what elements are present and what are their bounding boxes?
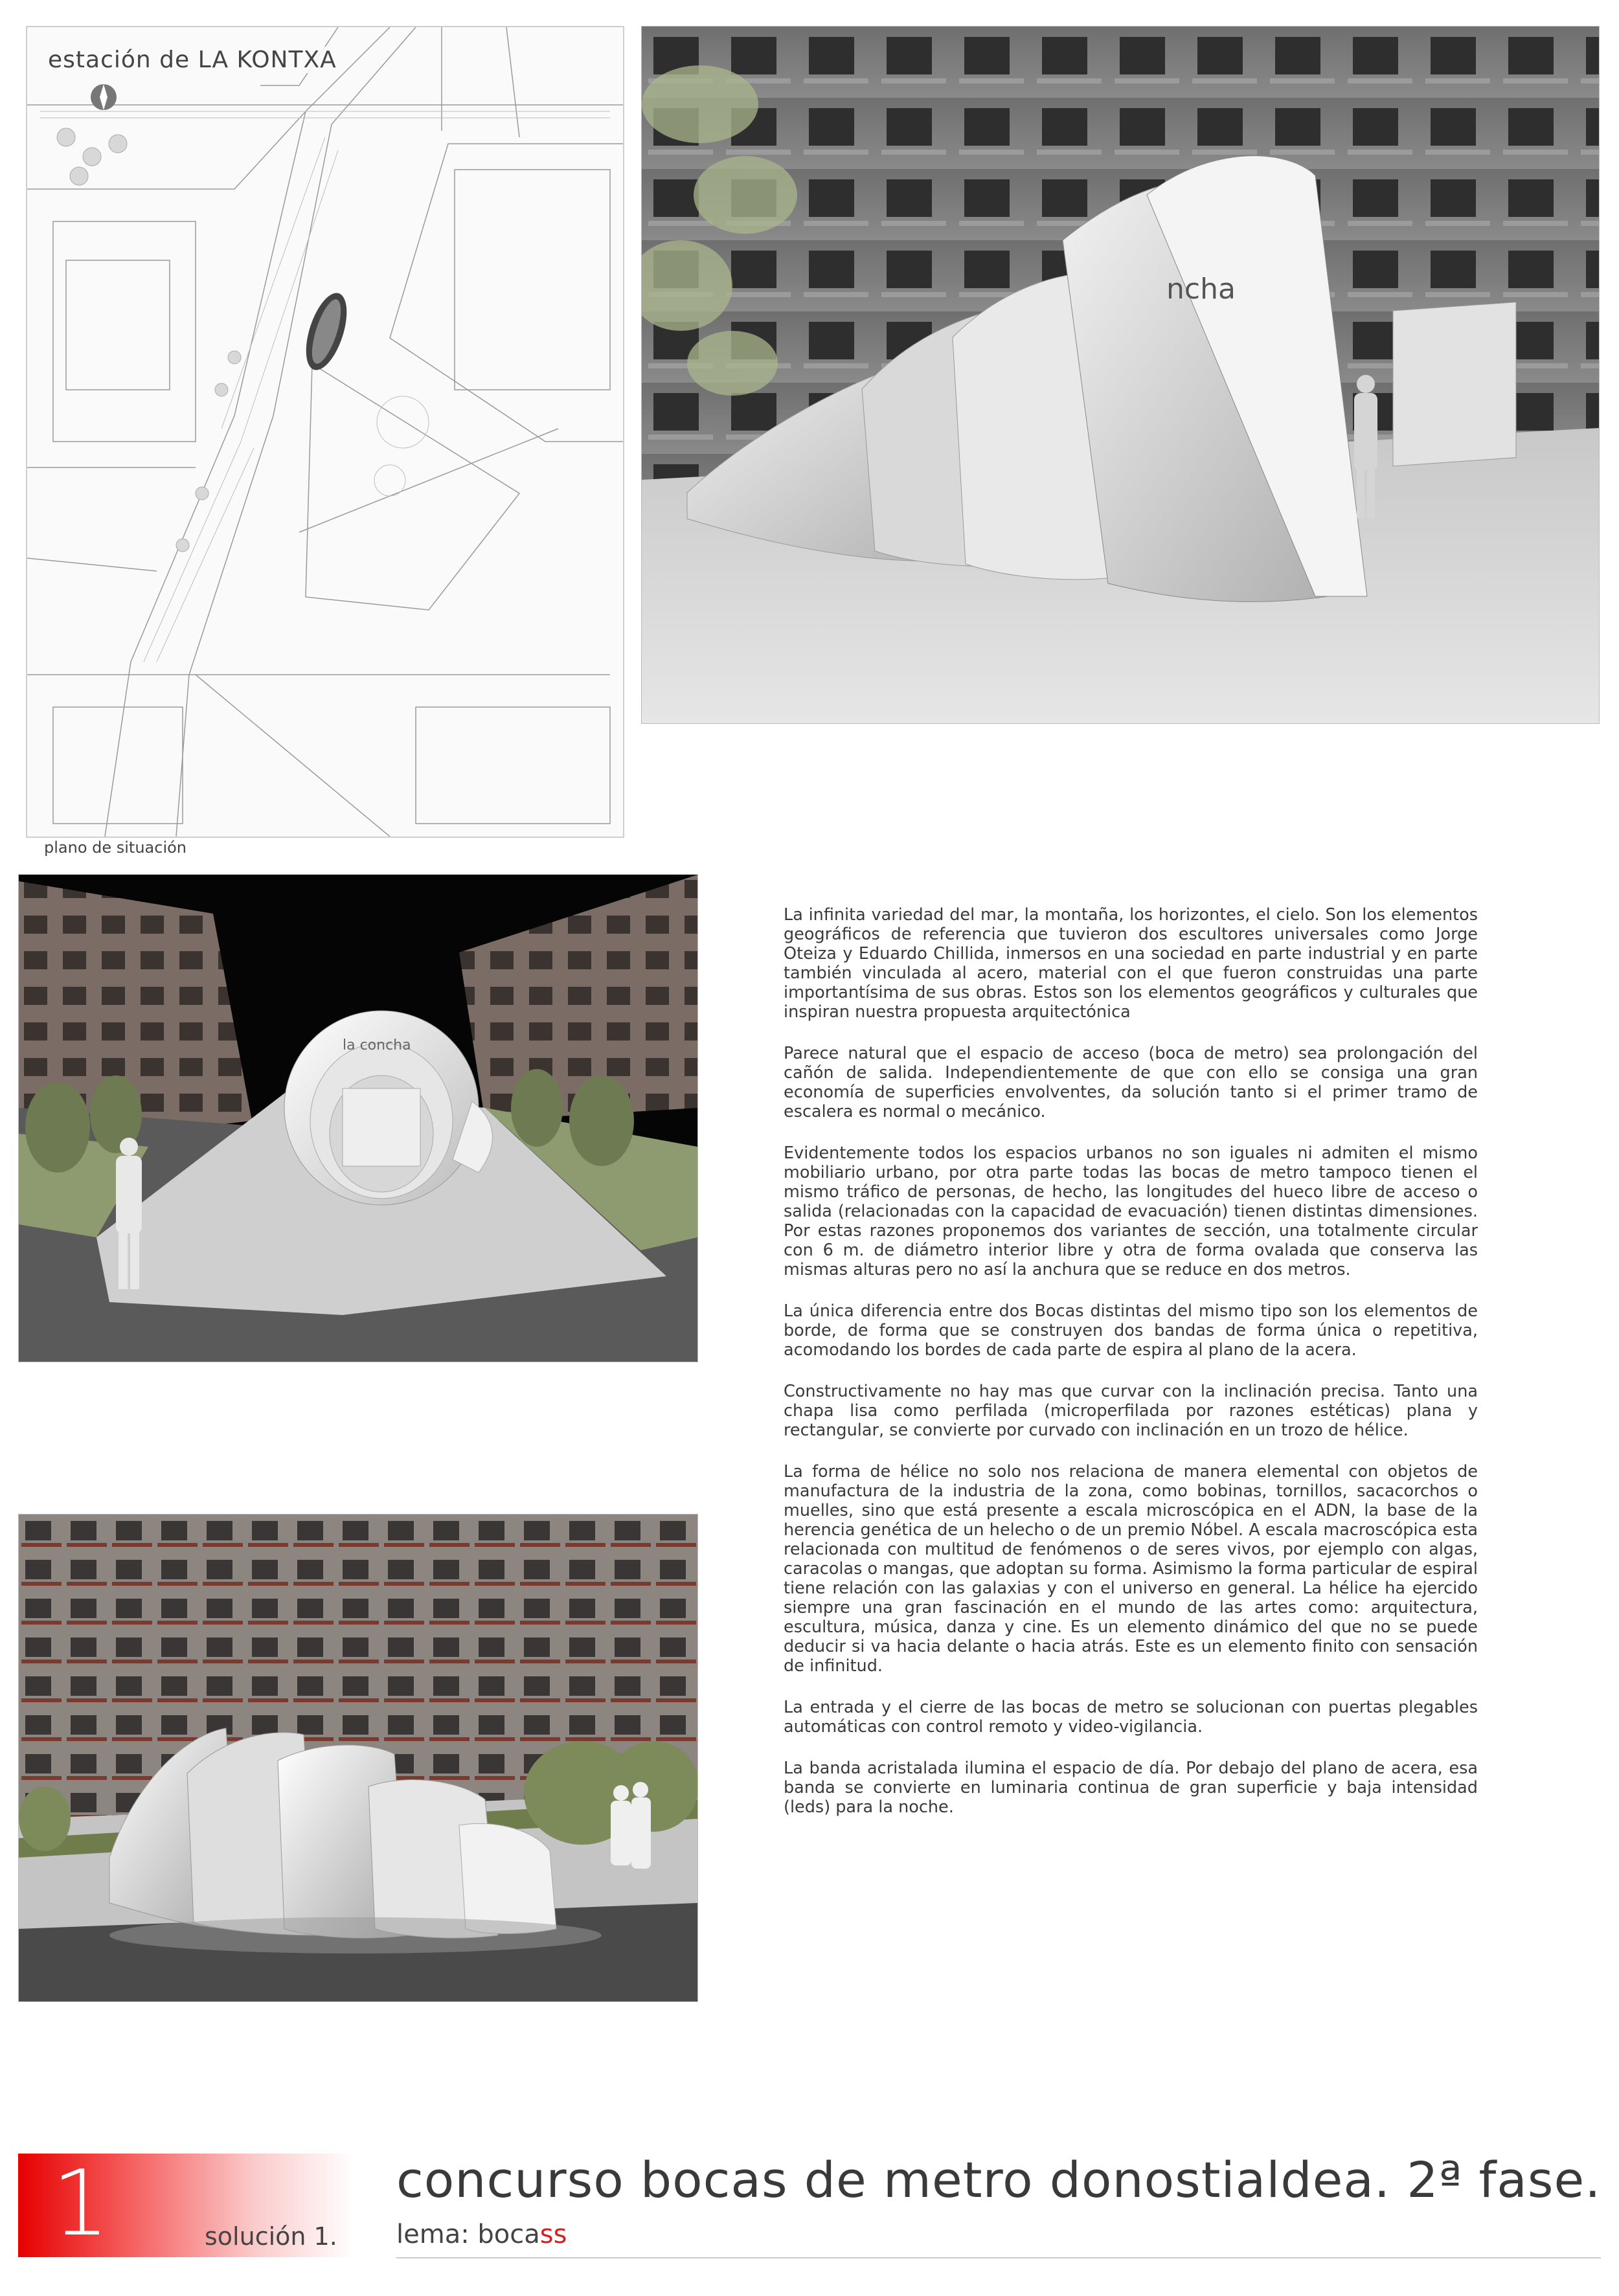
description-paragraph: La forma de hélice no solo nos relaciona de manera elemental con objetos de manufactura de la industria de la zona, como bobinas, tornillos, sacacorchos o muelles, sino que está presente a escala microscópica en el ADN, la base de la herencia genética de un helecho o de un premio Nóbel. A escala macroscópica esta relacionada con multitud de fenómenos o de seres vivos, por ejemplo con algas, caracolas o mangas, que adoptan su forma. Asimismo la forma particular de espiral tiene relación con las galaxias y con el universo en general. La hélice ha ejercido siempre una gran fascinación en el mundo de las artes como: arquitectura, escultura, música, danza y cine. Es un elemento dinámico del que no se puede deducir si va hacia delante o hacia atrás. Este es un elemento finito con sensación de infinitud.: [784, 1462, 1478, 1676]
motto-accent: ss: [539, 2220, 567, 2249]
project-description: [784, 905, 1478, 1839]
description-paragraph: La infinita variedad del mar, la montaña, los horizontes, el cielo. Son los elementos geográficos de referencia que tuvieron dos escultores universales como Jorge Oteiza y Eduardo Chillida, inmersos en una sociedad en parte industrial y en parte también vinculada al acero, material con el que fueron construidas una parte importantísima de sus obras. Estos son los elementos geográficos y culturales que inspiran nuestra propuesta arquitectónica: [784, 905, 1478, 1022]
site-plan-caption: plano de situación: [44, 838, 187, 857]
competition-title: concurso bocas de metro donostialdea. 2ª fase.: [396, 2151, 1602, 2209]
footer-divider: [396, 2257, 1601, 2258]
motto-prefix: lema: boca: [396, 2220, 540, 2249]
render-sign-1: ncha: [1166, 273, 1236, 306]
description-paragraph: Parece natural que el espacio de acceso (boca de metro) sea prolongación del cañón de salida. Independientemente de que con ello se consiga una gran economía de superficies envolventes, da solución tanto si el primer tramo de escalera es normal o mecánico.: [784, 1044, 1478, 1121]
description-paragraph: La única diferencia entre dos Bocas distintas del mismo tipo son los elementos de borde, de forma que se construyen dos bandas de forma única o repetitiva, acomodando los bordes de cada parte de espira al plano de la acera.: [784, 1301, 1478, 1360]
motto: [396, 2220, 567, 2249]
sheet-number: 1: [52, 2151, 110, 2257]
render-street-side: [18, 1514, 698, 2002]
site-plan-title: estación de LA KONTXA: [44, 47, 341, 73]
solution-label: solución 1.: [205, 2222, 337, 2251]
description-paragraph: Evidentemente todos los espacios urbanos no son iguales ni admiten el mismo mobiliario urbano, por otra parte todas las bocas de metro tampoco tienen el mismo tráfico de personas, de hecho, las longitudes del hueco libre de acceso o salida (relacionadas con la capacidad de evacuación) tienen distintas dimensiones. Por estas razones proponemos dos variantes de sección, una totalmente circular con 6 m. de diámetro interior libre y otra de forma ovalada que conserva las mismas alturas pero no así la anchura que se reduce en dos metros.: [784, 1143, 1478, 1279]
render-night-plaza: [18, 874, 698, 1362]
render-sign-2: la concha: [343, 1037, 411, 1053]
render-main-entrance: [641, 26, 1600, 724]
site-plan-drawing: [26, 26, 624, 838]
description-paragraph: Constructivamente no hay mas que curvar con la inclinación precisa. Tanto una chapa lisa como perfilada (microperfilada por razones estéticas) plana y rectangular, se convierte por curvado con inclinación en un trozo de hélice.: [784, 1382, 1478, 1440]
description-paragraph: La banda acristalada ilumina el espacio de día. Por debajo del plano de acera, esa banda se convierte en luminaria continua de gran superficie y baja intensidad (leds) para la noche.: [784, 1759, 1478, 1817]
description-paragraph: La entrada y el cierre de las bocas de metro se solucionan con puertas plegables automáticas con control remoto y video-vigilancia.: [784, 1698, 1478, 1737]
